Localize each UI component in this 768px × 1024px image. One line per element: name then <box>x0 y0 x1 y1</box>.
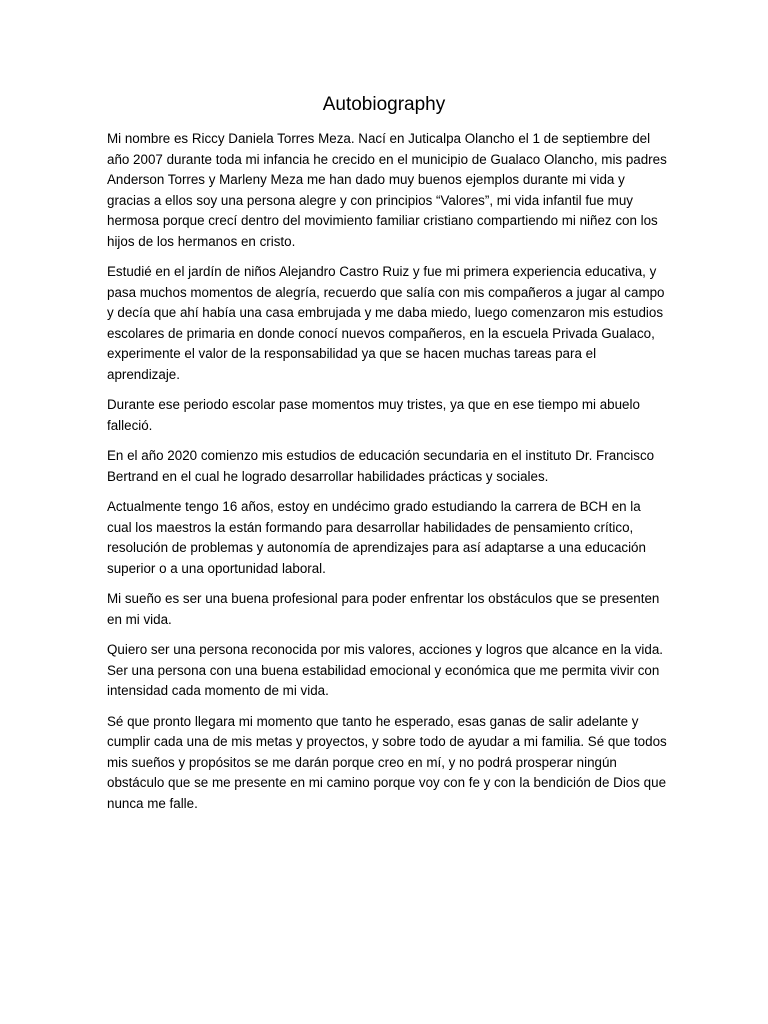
paragraph: Estudié en el jardín de niños Alejandro Castro Ruiz y fue mi primera experiencia educativa, y pasa muchos momentos de alegría, recuerdo que salía con mis compañeros a jugar al campo y decía que ahí había una casa embrujada y me daba miedo, luego comenzaron mis estudios escolares de primaria en donde conocí nuevos compañeros, en la escuela Privada Gualaco, experimente el valor de la responsabilidad ya que se hacen muchas tareas para el aprendizaje. <box>107 264 665 382</box>
document-title: Autobiography <box>322 94 446 115</box>
paragraph: Quiero ser una persona reconocida por mis valores, acciones y logros que alcance en la vida. Ser una persona con una buena estabilidad emocional y económica que me permita vivir con intensidad cada momento de mi vida. <box>107 642 664 698</box>
paragraph: Mi nombre es Riccy Daniela Torres Meza. Nací en Juticalpa Olancho el 1 de septiembre del año 2007 durante toda mi infancia he crecido en el municipio de Gualaco Olancho, mis padres Anderson Torres y Marleny Meza me han dado muy buenos ejemplos durante mi vida y gracias a ellos soy una persona alegre y con principios “Valores”, mi vida infantil fue muy hermosa porque crecí dentro del movimiento familiar cristiano compartiendo mi niñez con los hijos de los hermanos en cristo. <box>107 131 667 249</box>
paragraph: Mi sueño es ser una buena profesional para poder enfrentar los obstáculos que se presenten en mi vida. <box>107 591 660 627</box>
paragraph: Durante ese periodo escolar pase momentos muy tristes, ya que en ese tiempo mi abuelo falleció. <box>107 397 640 433</box>
paragraph: Sé que pronto llegara mi momento que tanto he esperado, esas ganas de salir adelante y cumplir cada una de mis metas y proyectos, y sobre todo de ayudar a mi familia. Sé que todos mis sueños y propósitos se me darán porque creo en mí, y no podrá prosperar ningún obstáculo que se me presente en mi camino porque voy con fe y con la bendición de Dios que nunca me falle. <box>107 713 667 811</box>
document-body <box>107 129 667 824</box>
paragraph: En el año 2020 comienzo mis estudios de educación secundaria en el instituto Dr. Francisco Bertrand en el cual he logrado desarrollar habilidades prácticas y sociales. <box>107 448 655 484</box>
paragraph: Actualmente tengo 16 años, estoy en undécimo grado estudiando la carrera de BCH en la cual los maestros la están formando para desarrollar habilidades de pensamiento crítico, resolución de problemas y autonomía de aprendizajes para así adaptarse a una educación superior o a una oportunidad laboral. <box>107 499 646 576</box>
